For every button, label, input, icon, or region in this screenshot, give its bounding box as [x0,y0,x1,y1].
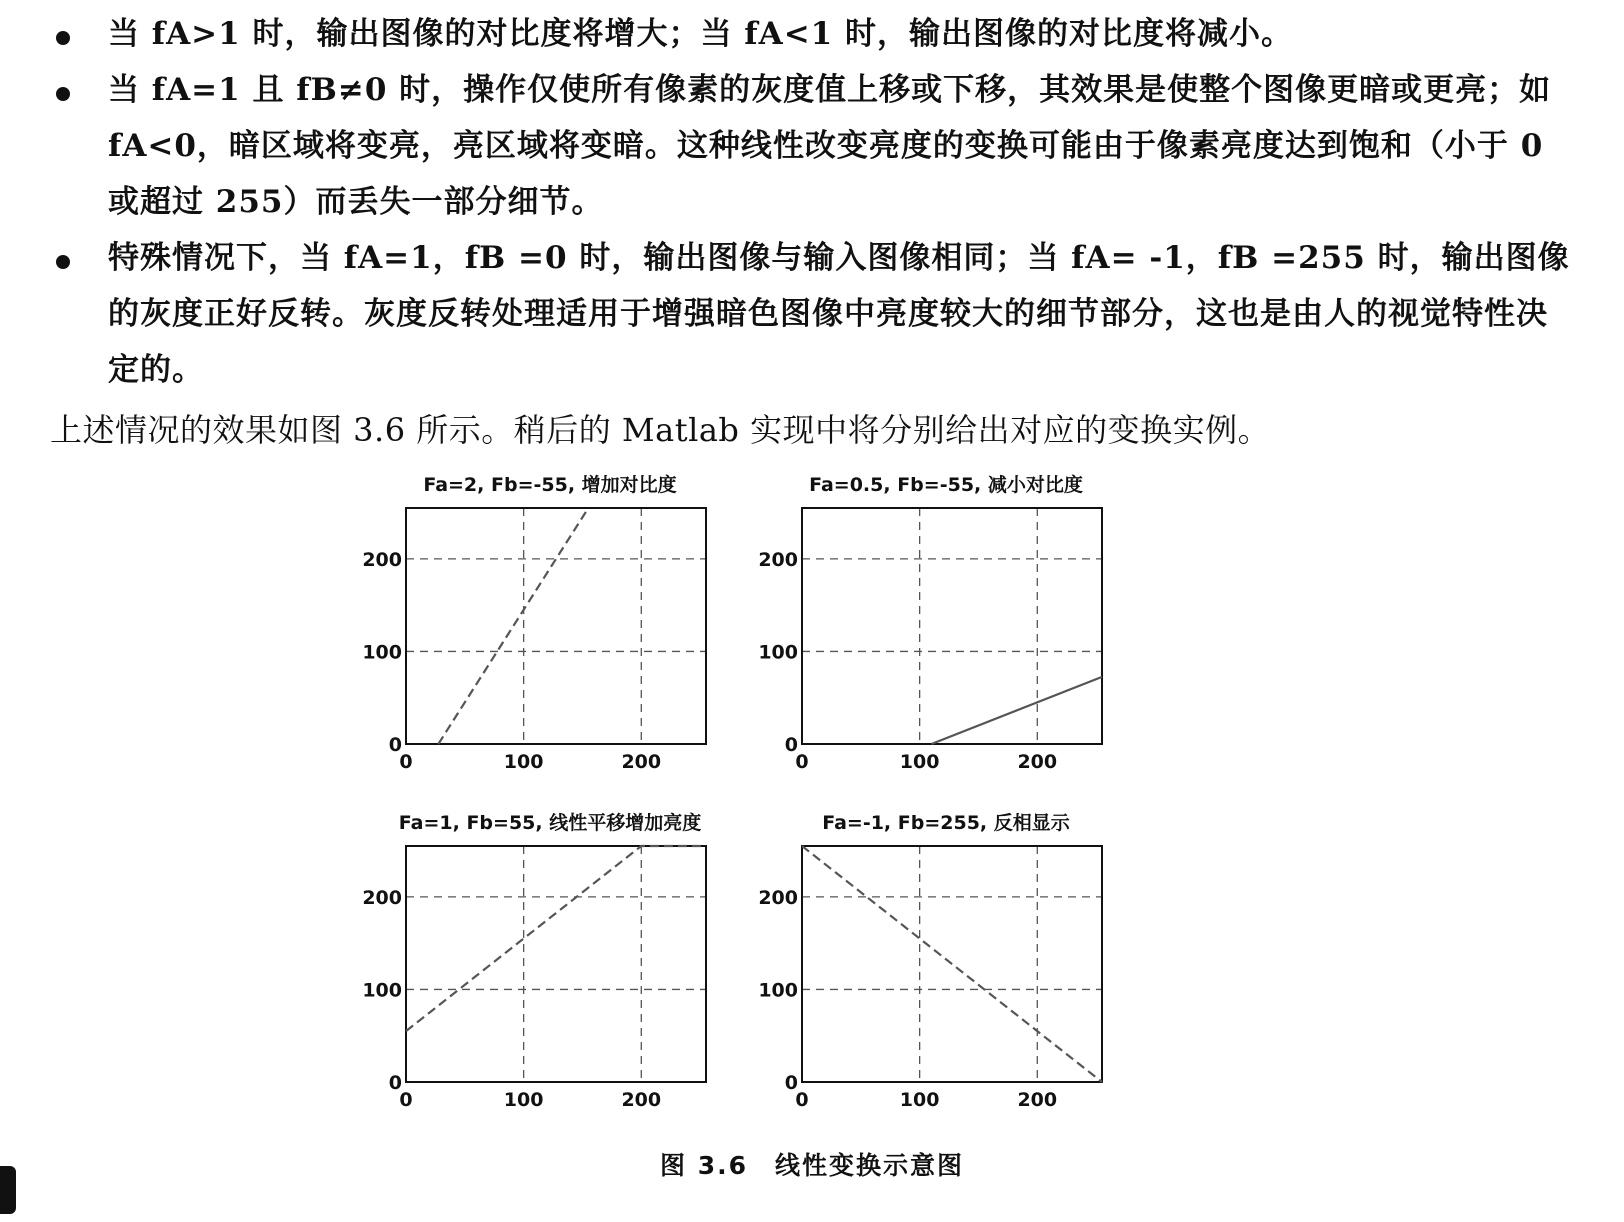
x-tick-label: 200 [621,1089,662,1111]
bullet-text: 特殊情况下，当 fA=1，fB =0 时，输出图像与输入图像相同；当 fA= -1，fB =255 时，输出图像的灰度正好反转。灰度反转处理适用于增强暗色图像中亮度较大的细节部分，这也是由人的视觉特性决定的。 [108,240,1570,388]
plot-area [362,496,730,790]
chart-2 [758,470,1126,790]
x-tick-label: 0 [795,1089,809,1111]
x-tick-label: 100 [899,1089,940,1111]
bullet-item [52,62,1572,230]
data-line [802,846,1102,1082]
data-line [438,508,588,744]
y-tick-label: 0 [784,734,798,756]
chart-4 [758,808,1126,1128]
plot-area [758,834,1126,1128]
x-tick-label: 100 [503,1089,544,1111]
chart-3 [362,808,730,1128]
plot-area [758,496,1126,790]
x-tick-label: 100 [899,751,940,773]
y-tick-label: 0 [388,734,402,756]
bullet-item [52,230,1572,398]
x-tick-label: 0 [399,751,413,773]
y-tick-label: 200 [362,548,402,571]
x-tick-label: 200 [1017,751,1058,773]
chart-title: Fa=2, Fb=-55, 增加对比度 [423,474,677,496]
body-paragraph: 上述情况的效果如图 3.6 所示。稍后的 Matlab 实现中将分别给出对应的变换实例。 [50,411,1271,449]
chart-1 [362,470,730,790]
y-tick-label: 100 [362,979,402,1002]
bullet-dot [56,31,70,45]
bullet-dot [56,87,70,101]
figure-caption: 图 3.6 线性变换示意图 [660,1151,964,1180]
bullet-item [52,6,1572,62]
chart-title: Fa=0.5, Fb=-55, 减小对比度 [809,474,1083,496]
bullet-list [52,6,1572,398]
chart-title: Fa=1, Fb=55, 线性平移增加亮度 [398,812,702,834]
chart-title: Fa=-1, Fb=255, 反相显示 [822,812,1070,834]
y-tick-label: 100 [362,641,402,664]
plot-frame [406,508,706,744]
y-tick-label: 0 [388,1072,402,1094]
x-tick-label: 0 [795,751,809,773]
plot-area [362,834,730,1128]
x-tick-label: 200 [1017,1089,1058,1111]
page-edge-mark [0,1166,16,1214]
y-tick-label: 100 [758,979,798,1002]
y-tick-label: 200 [758,886,798,909]
x-tick-label: 100 [503,751,544,773]
data-line [406,846,706,1031]
data-line [931,677,1102,744]
y-tick-label: 0 [784,1072,798,1094]
plot-frame [406,846,706,1082]
y-tick-label: 200 [362,886,402,909]
bullet-dot [56,255,70,269]
plot-frame [802,508,1102,744]
y-tick-label: 200 [758,548,798,571]
y-tick-label: 100 [758,641,798,664]
bullet-text: 当 fA=1 且 fB≠0 时，操作仅使所有像素的灰度值上移或下移，其效果是使整个图像更暗或更亮；如 fA<0，暗区域将变亮，亮区域将变暗。这种线性改变亮度的变换可能由于像素亮度达到饱和（小于 0 或超过 255）而丢失一部分细节。 [108,72,1552,220]
x-tick-label: 0 [399,1089,413,1111]
bullet-text: 当 fA>1 时，输出图像的对比度将增大；当 fA<1 时，输出图像的对比度将减小。 [108,16,1294,52]
x-tick-label: 200 [621,751,662,773]
